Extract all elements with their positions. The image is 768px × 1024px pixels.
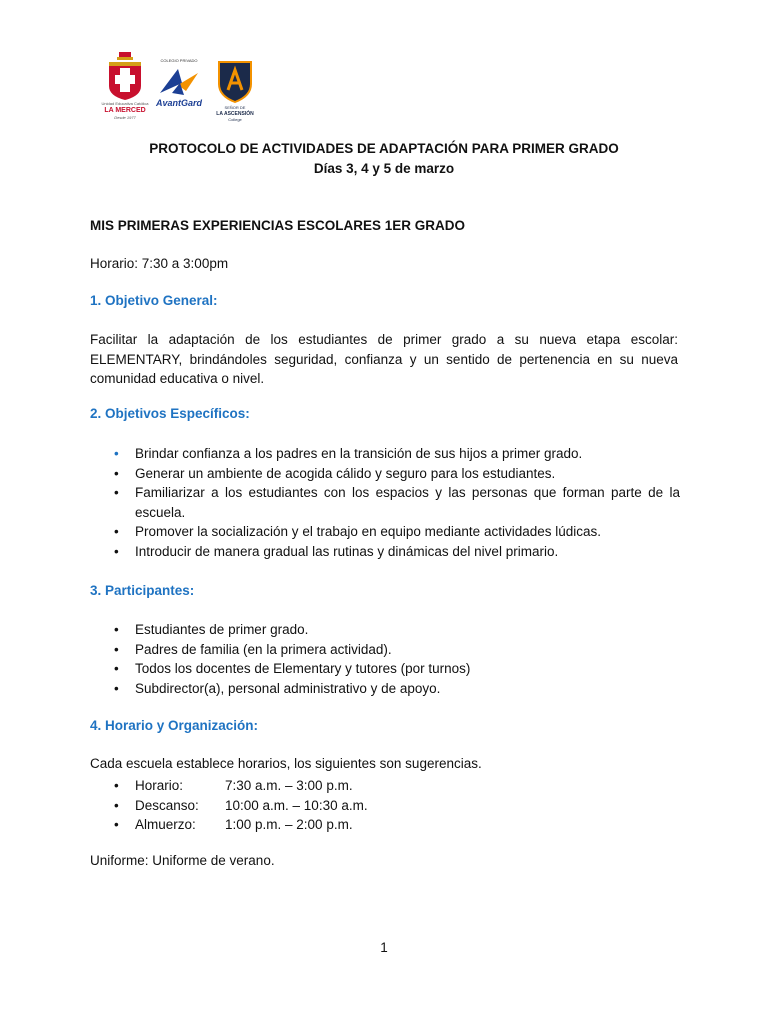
heading-objetivo-general: 1. Objetivo General: <box>90 293 218 308</box>
heading-participantes: 3. Participantes: <box>90 583 195 598</box>
list-item <box>90 542 680 562</box>
list-item <box>90 483 680 522</box>
schedule-label: Horario: <box>135 778 184 793</box>
list-item-text: Generar un ambiente de acogida cálido y seguro para los estudiantes. <box>135 465 556 481</box>
objetivo-general-text: Facilitar la adaptación de los estudiantes de primer grado a su nueva etapa escolar: ELEMENTARY, brindándoles seguridad, confianza y un sentido de pertenencia en su nueva comunidad educativa o nivel. <box>90 332 678 386</box>
list-item <box>90 640 680 660</box>
avantgard-name: AvantGard <box>155 98 202 108</box>
bullet-icon: • <box>114 797 119 813</box>
bullet-icon: • <box>114 622 119 637</box>
list-item-text: Promover la socialización y el trabajo en equipo mediante actividades lúdicas. <box>135 524 602 539</box>
page-number: 1 <box>380 940 388 955</box>
horario-intro: Cada escuela establece horarios, los siguientes son sugerencias. <box>90 756 482 771</box>
list-item-text: Todos los docentes de Elementary y tutores (por turnos) <box>135 661 471 676</box>
bullet-icon: • <box>114 680 119 696</box>
bullet-icon: • <box>114 543 119 559</box>
schedule-item <box>90 796 680 816</box>
list-item-text: Padres de familia (en la primera actividad). <box>135 641 392 657</box>
heading-horario-organizacion: 4. Horario y Organización: <box>90 718 259 733</box>
document-title: PROTOCOLO DE ACTIVIDADES DE ADAPTACIÓN PARA PRIMER GRADO <box>149 141 619 156</box>
schedule-value: 1:00 p.m. – 2:00 p.m. <box>225 817 353 832</box>
schedule-value: 7:30 a.m. – 3:00 p.m. <box>225 778 353 793</box>
schedule-item <box>90 776 680 796</box>
list-item <box>90 464 680 484</box>
ascension-line-1: SEÑOR DE <box>224 105 246 110</box>
section-title: MIS PRIMERAS EXPERIENCIAS ESCOLARES 1ER GRADO <box>90 218 466 233</box>
avantgard-bird-icon <box>150 63 208 103</box>
list-item-text: Subdirector(a), personal administrativo y de apoyo. <box>135 680 441 696</box>
heading-objetivos-especificos: 2. Objetivos Específicos: <box>90 406 250 421</box>
bullet-icon: • <box>114 524 119 539</box>
participantes-list <box>90 620 680 698</box>
ascension-line-3: College <box>228 117 242 122</box>
horario-line: Horario: 7:30 a 3:00pm <box>90 256 229 271</box>
bullet-icon: • <box>114 641 119 657</box>
bullet-icon: • <box>114 446 119 461</box>
schedule-item <box>90 815 680 835</box>
bullet-icon: • <box>114 661 119 676</box>
list-item <box>90 659 680 679</box>
ascension-shield-icon <box>215 58 255 104</box>
merced-line-2: LA MERCED <box>104 107 146 114</box>
avantgard-top-text: COLEGIO PRIVADO <box>160 58 198 63</box>
list-item <box>90 444 680 464</box>
list-item <box>90 522 680 542</box>
list-item-text: Introducir de manera gradual las rutinas y dinámicas del nivel primario. <box>135 543 559 559</box>
list-item-text: Brindar confianza a los padres en la transición de sus hijos a primer grado. <box>135 446 583 461</box>
uniforme-line: Uniforme: Uniforme de verano. <box>90 853 275 868</box>
list-item <box>90 679 680 699</box>
bullet-icon: • <box>114 465 119 481</box>
schedule-label: Descanso: <box>135 797 199 813</box>
schedule-value: 10:00 a.m. – 10:30 a.m. <box>225 797 368 813</box>
bullet-icon: • <box>114 778 119 793</box>
bullet-icon: • <box>114 817 119 832</box>
bullet-icon: • <box>114 485 119 500</box>
merced-line-1: Unidad Educativa Católica <box>101 101 149 106</box>
list-item <box>90 620 680 640</box>
objetivos-especificos-list <box>90 444 680 561</box>
document-subtitle: Días 3, 4 y 5 de marzo <box>313 161 455 176</box>
schedule-label: Almuerzo: <box>135 817 196 832</box>
list-item-text: Familiarizar a los estudiantes con los espacios y las personas que forman parte de la escuela. <box>135 485 680 520</box>
ascension-line-2: LA ASCENSIÓN <box>216 111 254 117</box>
schedule-list <box>90 776 680 835</box>
list-item-text: Estudiantes de primer grado. <box>135 622 309 637</box>
la-merced-logo <box>95 50 155 131</box>
merced-line-3: Desde 1977 <box>114 115 136 120</box>
